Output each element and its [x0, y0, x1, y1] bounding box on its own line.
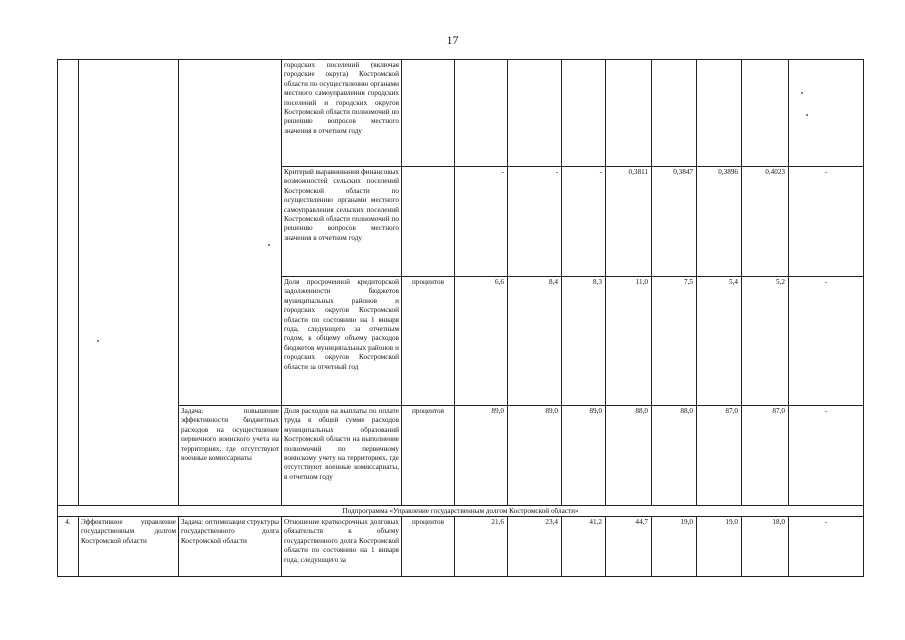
value-cell: 11,0	[606, 277, 652, 406]
value-cell: 5,2	[742, 277, 789, 406]
value-cell	[455, 60, 508, 167]
unit-cell	[402, 60, 455, 167]
value-cell	[652, 60, 697, 167]
value-cell: 41,2	[562, 517, 606, 577]
value-cell: -	[789, 277, 864, 406]
value-cell: 87,0	[742, 406, 789, 506]
indicators-table-wrapper	[57, 59, 863, 577]
subprogram-title: Подпрограмма «Управление государственным долгом Костромской области»	[58, 506, 864, 517]
unit-cell	[402, 167, 455, 277]
indicator-cell: городских поселений (включая городские округа) Костромской области по осуществлению органами местного самоуправления городских поселений и городских округов Костромской области полномочий по решению вопросов местного значения в отчетном году	[282, 60, 402, 167]
value-cell: 0,3896	[697, 167, 742, 277]
goal-cell: Эффективное управление государственным долгом Костромской области	[79, 517, 179, 577]
goal-cell	[79, 60, 179, 506]
table-row	[58, 517, 864, 577]
value-cell: 44,7	[606, 517, 652, 577]
value-cell: -	[789, 517, 864, 577]
value-cell: 89,0	[562, 406, 606, 506]
value-cell	[742, 60, 789, 167]
task-cell: Задача: оптимизация структуры государственного долга Костромской области	[179, 517, 282, 577]
value-cell	[508, 60, 562, 167]
num-cell: 4.	[58, 517, 79, 577]
value-cell: 7,5	[652, 277, 697, 406]
scan-speck	[801, 92, 803, 94]
indicator-cell: Доля просроченной кредиторской задолженности бюджетов муниципальных районов и городских округов Костромской области по состоянию на 1 января года, следующего за отчетным годом, к общему объему расходов бюджетов муниципальных районов и городских округов Костромской области за отчетный год	[282, 277, 402, 406]
value-cell: 8,4	[508, 277, 562, 406]
value-cell: 23,4	[508, 517, 562, 577]
value-cell: -	[455, 167, 508, 277]
value-cell: 21,6	[455, 517, 508, 577]
value-cell: 5,4	[697, 277, 742, 406]
value-cell: 89,0	[455, 406, 508, 506]
indicator-cell: Доля расходов на выплаты по оплате труда в общей сумме расходов муниципальных образований Костромской области на выполнение полномочий по первичному воинскому учету на территориях, где отсутствуют военные комиссариаты, в отчетном году	[282, 406, 402, 506]
value-cell: 89,0	[508, 406, 562, 506]
value-cell: 0,3811	[606, 167, 652, 277]
value-cell: 18,0	[742, 517, 789, 577]
subprogram-row	[58, 506, 864, 517]
value-cell: 19,0	[697, 517, 742, 577]
num-cell	[58, 60, 79, 506]
unit-cell: процентов	[402, 517, 455, 577]
value-cell	[789, 60, 864, 167]
scan-speck	[268, 244, 270, 246]
value-cell	[697, 60, 742, 167]
table-row	[58, 406, 864, 506]
value-cell: -	[789, 167, 864, 277]
value-cell: 88,0	[652, 406, 697, 506]
value-cell: -	[562, 167, 606, 277]
table-row	[58, 60, 864, 167]
value-cell: 0,3847	[652, 167, 697, 277]
indicator-cell: Отношение краткосрочных долговых обязательств к объему государственного долга Костромской области по состоянию на 1 января года, следующего за	[282, 517, 402, 577]
page-number: 17	[446, 33, 459, 47]
indicators-table	[57, 59, 864, 577]
value-cell: 87,0	[697, 406, 742, 506]
value-cell: -	[789, 406, 864, 506]
value-cell: 19,0	[652, 517, 697, 577]
scan-speck	[97, 340, 99, 342]
value-cell	[562, 60, 606, 167]
value-cell: 8,3	[562, 277, 606, 406]
value-cell: 0,4023	[742, 167, 789, 277]
scan-speck	[806, 114, 808, 116]
value-cell: 88,0	[606, 406, 652, 506]
task-cell: Задача: повышение эффективности бюджетных расходов на осуществление первичного воинского учета на территориях, где отсутствуют военные комиссариаты	[179, 406, 282, 506]
value-cell: -	[508, 167, 562, 277]
value-cell	[606, 60, 652, 167]
task-cell	[179, 60, 282, 406]
unit-cell: процентов	[402, 277, 455, 406]
value-cell: 6,6	[455, 277, 508, 406]
unit-cell: процентов	[402, 406, 455, 506]
indicator-cell: Критерий выравнивания финансовых возможностей сельских поселений Костромской области по осуществлению органами местного самоуправления сельских поселений Костромской области полномочий по решению вопросов местного значения в отчетном году	[282, 167, 402, 277]
